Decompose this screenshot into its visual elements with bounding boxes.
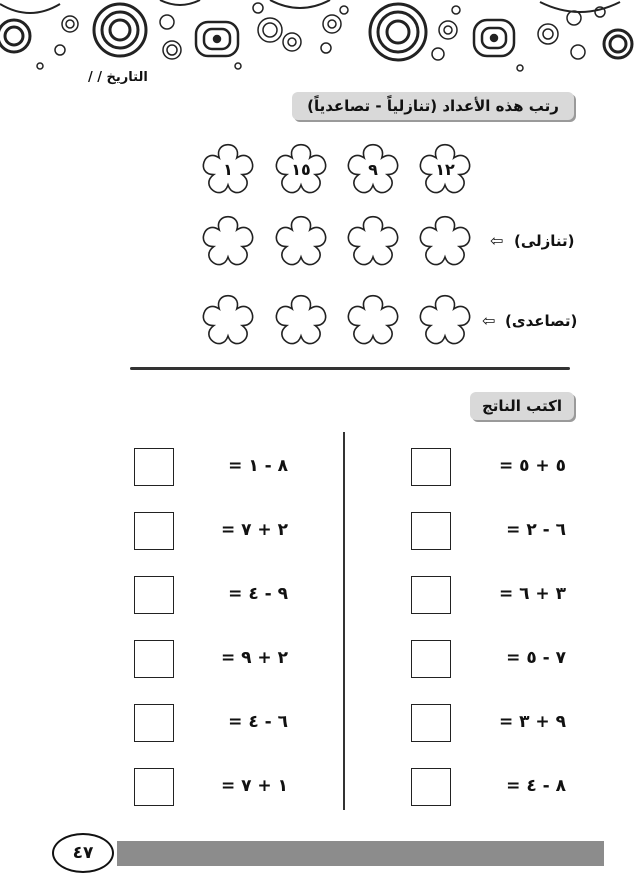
flower-number: ١ (223, 160, 233, 179)
left-arrow-icon: ⇦ (482, 311, 496, 330)
equation: ٨ - ٤ = (506, 776, 566, 796)
equation: ٥ + ٥ = (498, 456, 566, 476)
number-flower (414, 139, 476, 201)
descending-label: (تنازلى) (514, 232, 575, 250)
answer-box[interactable] (411, 448, 451, 486)
answer-box[interactable] (411, 512, 451, 550)
answer-box[interactable] (134, 512, 174, 550)
number-flower (197, 139, 259, 201)
equation: ٩ + ٣ = (498, 712, 566, 732)
number-flower (270, 139, 332, 201)
answer-box[interactable] (411, 768, 451, 806)
equation: ٢ + ٧ = (220, 520, 288, 540)
answer-flower[interactable] (270, 290, 332, 352)
answer-box[interactable] (134, 704, 174, 742)
answer-box[interactable] (134, 448, 174, 486)
flower-number: ٩ (368, 160, 378, 179)
equation: ٢ + ٩ = (220, 648, 288, 668)
spiral-circle (0, 4, 632, 60)
equation: ٦ - ٢ = (506, 520, 566, 540)
flower-number: ١٢ (435, 160, 455, 179)
equation: ١ + ٧ = (220, 776, 288, 796)
number-flower (342, 139, 404, 201)
section2-title: اكتب الناتج (470, 392, 574, 420)
equation: ٩ - ٤ = (228, 584, 288, 604)
answer-box[interactable] (134, 768, 174, 806)
equation: ٧ - ٥ = (506, 648, 566, 668)
flower-number: ١٥ (291, 160, 311, 179)
ascending-label: (تصاعدى) (505, 312, 578, 330)
section1-title: رتب هذه الأعداد (تنازلياً - تصاعدياً) (292, 92, 574, 120)
equation: ٨ - ١ = (228, 456, 288, 476)
answer-box[interactable] (411, 640, 451, 678)
answer-box[interactable] (411, 576, 451, 614)
answer-flower[interactable] (414, 211, 476, 273)
section-divider (130, 367, 570, 370)
answer-flower[interactable] (270, 211, 332, 273)
column-divider (343, 432, 345, 810)
answer-box[interactable] (134, 640, 174, 678)
answer-flower[interactable] (414, 290, 476, 352)
equation: ٣ + ٦ = (498, 584, 566, 604)
answer-flower[interactable] (342, 290, 404, 352)
answer-box[interactable] (134, 576, 174, 614)
answer-flower[interactable] (197, 290, 259, 352)
answer-box[interactable] (411, 704, 451, 742)
answer-flower[interactable] (197, 211, 259, 273)
equation: ٦ - ٤ = (228, 712, 288, 732)
footer-bar (117, 841, 604, 866)
date-label: التاريخ / / (88, 70, 148, 85)
answer-flower[interactable] (342, 211, 404, 273)
page-number: ٤٧ (52, 833, 114, 873)
left-arrow-icon: ⇦ (490, 231, 504, 250)
